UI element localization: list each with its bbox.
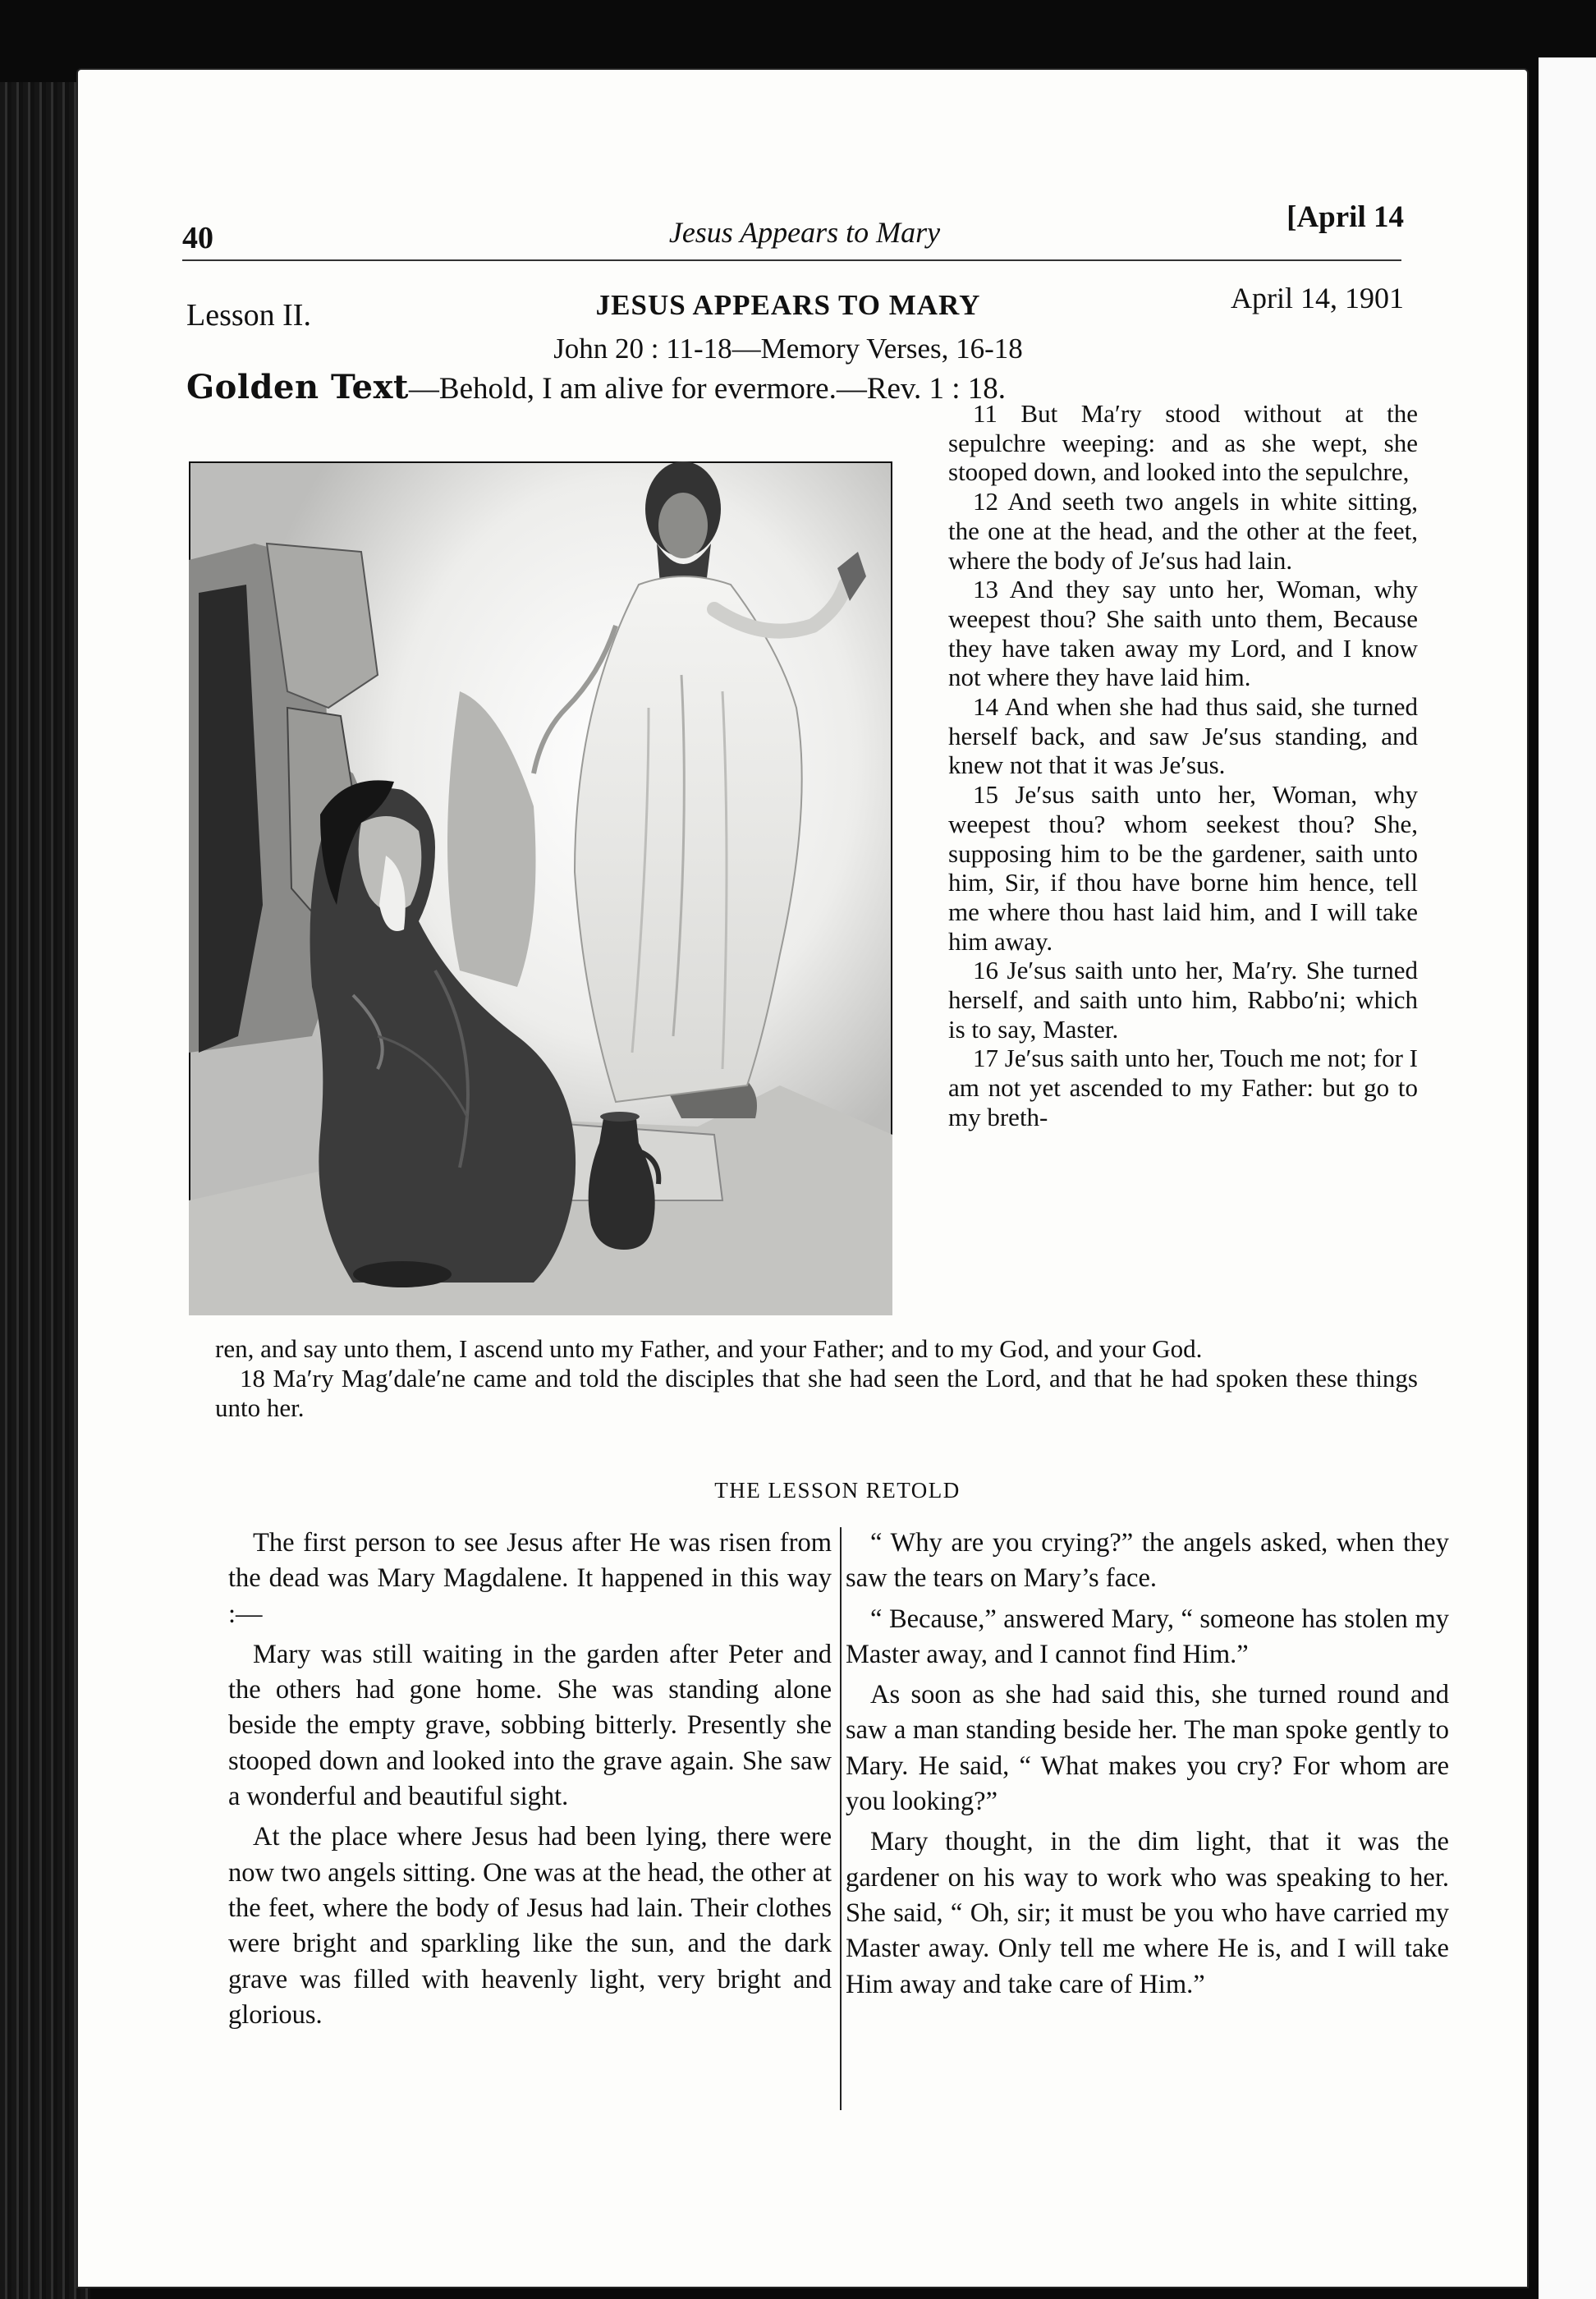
retold-paragraph: “ Because,” answered Mary, “ someone has stolen my Master away, and I cannot find Him.” bbox=[846, 1604, 1449, 1669]
verse-17-continued: ren, and say unto them, I ascend unto my Father, and your Father; and to my God, and your God. bbox=[215, 1334, 1203, 1363]
verse-11: 11 But Ma′ry stood without at the sepulchre weeping: and as she wept, she stooped down, and looked into the sepulchre, bbox=[948, 399, 1418, 487]
column-divider bbox=[840, 1527, 842, 2110]
engraving-illustration-icon bbox=[189, 461, 892, 1315]
facing-page-edge bbox=[1534, 57, 1596, 2299]
verse-13: 13 And they say unto her, Woman, why weepest thou? She saith unto them, Because they have taken away my Lord, and I know not where they have laid him. bbox=[948, 575, 1418, 692]
scripture-verses-column bbox=[948, 399, 1418, 1132]
retold-paragraph: Mary was still waiting in the garden after Peter and the others had gone home. She was standing alone beside the empty grave, sobbing bitterly. Presently she stooped down and looked into the grave again. She saw a wonderful and beautiful sight. bbox=[228, 1639, 832, 1812]
lesson-retold-heading: THE LESSON RETOLD bbox=[714, 1478, 961, 1503]
verse-12: 12 And seeth two angels in white sitting, the one at the head, and the other at the feet, where the body of Je′sus had lain. bbox=[948, 487, 1418, 575]
scripture-reference: John 20 : 11-18—Memory Verses, 16-18 bbox=[553, 333, 1023, 365]
header-rule bbox=[182, 259, 1401, 261]
lesson-date: April 14, 1901 bbox=[1231, 282, 1404, 314]
retold-paragraph: Mary thought, in the dim light, that it was the gardener on his way to work who was speaking to her. She said, “ Oh, sir; it must be you who have carried my Master away. Only tell me where He is, and I will take Him away and take care of Him.” bbox=[846, 1827, 1449, 1999]
golden-text-body: —Behold, I am alive for evermore.—Rev. 1 : 18. bbox=[408, 372, 1007, 406]
running-title: Jesus Appears to Mary bbox=[668, 216, 941, 249]
verse-17: 17 Je′sus saith unto her, Touch me not; for I am not yet ascended to my Father: but go to my breth- bbox=[948, 1044, 1418, 1131]
retold-left-column bbox=[228, 1526, 832, 2038]
retold-paragraph: At the place where Jesus had been lying, there were now two angels sitting. One was at the head, the other at the feet, where the body of Jesus had lain. Their clothes were bright and sparkling like the sun, and the dark grave was filled with heavenly light, very bright and glorious. bbox=[228, 1822, 832, 2030]
lesson-number: Lesson II. bbox=[186, 298, 311, 333]
retold-paragraph: The first person to see Jesus after He was risen from the dead was Mary Magdalene. It happened in this way :— bbox=[228, 1528, 832, 1629]
verse-16: 16 Je′sus saith unto her, Ma′ry. She turned herself, and saith unto him, Rabbo′ni; which is to say, Master. bbox=[948, 956, 1418, 1044]
book-page-edges bbox=[0, 82, 90, 2299]
running-date: [April 14 bbox=[1286, 200, 1404, 234]
scripture-verses-full-width bbox=[215, 1334, 1418, 1423]
golden-text-label: Golden Text bbox=[186, 368, 409, 406]
verse-18: 18 Ma′ry Mag′dale′ne came and told the disciples that she had seen the Lord, and that he had spoken these things unto her. bbox=[215, 1364, 1418, 1422]
page-number: 40 bbox=[182, 221, 213, 255]
verse-15: 15 Je′sus saith unto her, Woman, why weepest thou? whom seekest thou? She, supposing him to be the gardener, saith unto him, Sir, if thou have borne him hence, tell me where thou hast laid him, and I will take him away. bbox=[948, 780, 1418, 956]
verse-14: 14 And when she had thus said, she turned herself back, and saw Je′sus standing, and knew not that it was Je′sus. bbox=[948, 692, 1418, 780]
lesson-title: JESUS APPEARS TO MARY bbox=[595, 289, 981, 321]
retold-paragraph: As soon as she had said this, she turned round and saw a man standing beside her. The man spoke gently to Mary. He said, “ What makes you cry? For whom are you looking?” bbox=[846, 1680, 1449, 1817]
retold-paragraph: “ Why are you crying?” the angels asked, when they saw the tears on Mary’s face. bbox=[846, 1528, 1449, 1594]
retold-right-column bbox=[846, 1526, 1449, 2008]
